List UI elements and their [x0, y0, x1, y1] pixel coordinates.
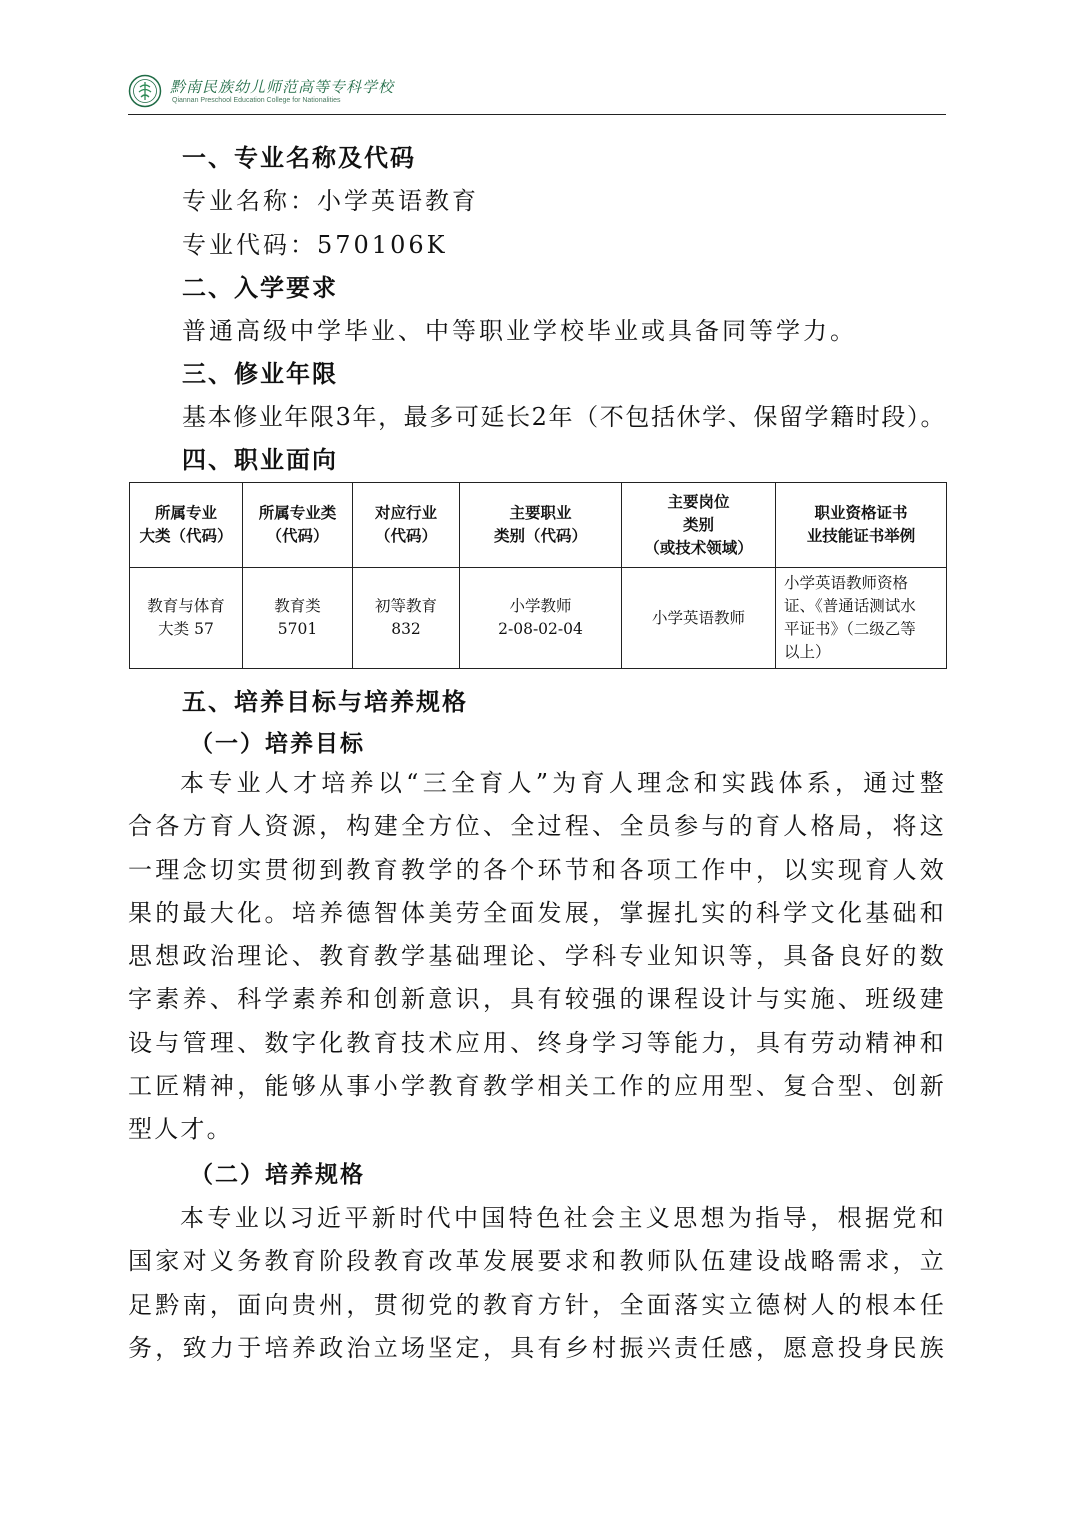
header-divider [128, 114, 946, 115]
table-header-cell: 所属专业 大类（代码） [130, 483, 243, 568]
section-heading-career: 四、职业面向 [182, 446, 338, 474]
table-header-row [130, 483, 947, 568]
major-name-line: 专业名称：小学英语教育 [182, 187, 479, 215]
paragraph-line: 合各方育人资源，构建全方位、全过程、全员参与的育人格局，将这 [128, 812, 946, 841]
section-heading-objectives: 五、培养目标与培养规格 [182, 688, 468, 716]
subheading-spec: （二）培养规格 [190, 1162, 365, 1188]
paragraph-line: 本专业人才培养以“三全育人”为育人理念和实践体系，通过整 [180, 769, 946, 797]
paragraph-line: 足黔南，面向贵州，贯彻党的教育方针，全面落实立德树人的根本任 [128, 1290, 946, 1319]
subheading-goal: （一）培养目标 [190, 731, 365, 757]
page-header [128, 70, 946, 114]
table-row [130, 568, 947, 669]
table-cell: 教育类 5701 [243, 568, 353, 669]
school-emblem-icon [128, 74, 162, 108]
paragraph-line: 务，致力于培养政治立场坚定，具有乡村振兴责任感，愿意投身民族 [128, 1333, 946, 1362]
paragraph-line: 设与管理、数字化教育技术应用、终身学习等能力，具有劳动精神和 [128, 1028, 946, 1057]
career-table [129, 482, 947, 669]
admission-text: 普通高级中学毕业、中等职业学校毕业或具备同等学力。 [182, 317, 857, 345]
school-name-en: Qiannan Preschool Education College for Nationalities [172, 97, 341, 104]
paragraph-line: 型人才。 [128, 1115, 233, 1144]
table-header-cell: 对应行业 （代码） [353, 483, 460, 568]
spec-paragraph [128, 1197, 946, 1370]
table-header-cell: 主要岗位 类别 （或技术领域） [622, 483, 776, 568]
section-heading-major: 一、专业名称及代码 [182, 144, 416, 172]
paragraph-line: 一理念切实贯彻到教育教学的各个环节和各项工作中，以实现育人效 [128, 855, 946, 884]
paragraph-line: 工匠精神，能够从事小学教育教学相关工作的应用型、复合型、创新 [128, 1072, 946, 1101]
paragraph-line: 思想政治理论、教育教学基础理论、学科专业知识等，具备良好的数 [128, 942, 946, 971]
table-cell: 初等教育 832 [353, 568, 460, 669]
paragraph-line: 字素养、科学素养和创新意识，具有较强的课程设计与实施、班级建 [128, 985, 946, 1014]
table-header-cell: 主要职业 类别（代码） [460, 483, 622, 568]
goal-paragraph [128, 762, 946, 1152]
table-cell: 小学英语教师 [622, 568, 776, 669]
school-name-cn: 黔南民族幼儿师范高等专科学校 [170, 78, 395, 96]
section-heading-duration: 三、修业年限 [182, 360, 338, 388]
paragraph-line: 国家对义务教育阶段教育改革发展要求和教师队伍建设战略需求，立 [128, 1247, 946, 1276]
paragraph-line: 本专业以习近平新时代中国特色社会主义思想为指导，根据党和 [180, 1204, 946, 1232]
table-cell-certificate: 小学英语教师资格 证、《普通话测试水 平证书》（二级乙等 以上） [776, 568, 947, 669]
table-cell: 教育与体育 大类 57 [130, 568, 243, 669]
section-heading-admission: 二、入学要求 [182, 274, 338, 302]
table-header-cell: 职业资格证书 业技能证书举例 [776, 483, 947, 568]
paragraph-line: 果的最大化。培养德智体美劳全面发展，掌握扎实的科学文化基础和 [128, 898, 946, 927]
table-header-cell: 所属专业类 （代码） [243, 483, 353, 568]
duration-text: 基本修业年限3年，最多可延长2年（不包括休学、保留学籍时段）。 [182, 403, 947, 431]
table-cell: 小学教师 2-08-02-04 [460, 568, 622, 669]
major-code-line: 专业代码：570106K [182, 231, 448, 259]
